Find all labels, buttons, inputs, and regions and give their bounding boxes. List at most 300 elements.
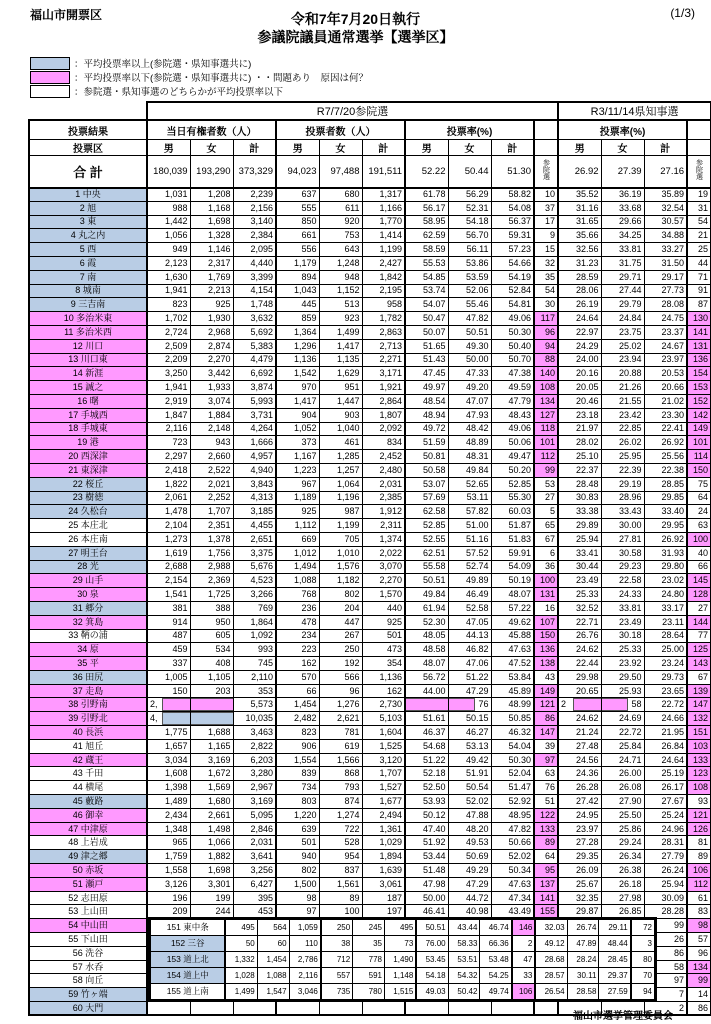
rank-cell: 103 <box>687 739 711 753</box>
value-cell: 50 <box>225 936 257 952</box>
value-cell: 24.33 <box>601 588 644 602</box>
table-row <box>29 726 711 740</box>
value-cell: 2,864 <box>362 394 405 408</box>
value-cell: 2,116 <box>147 422 190 436</box>
value-cell: 47.89 <box>567 936 599 952</box>
value-cell: 31.23 <box>558 256 601 270</box>
value-cell: 23.75 <box>601 325 644 339</box>
value-cell: 48.42 <box>448 422 491 436</box>
value-cell: 28.96 <box>601 491 644 505</box>
value-cell: 47.45 <box>405 367 448 381</box>
rank-cell: 146 <box>512 920 536 936</box>
district-name: 39 引野北 <box>29 712 147 726</box>
value-cell: 1,196 <box>319 491 362 505</box>
district-name: 42 蔵王 <box>29 753 147 767</box>
rank-cell: 150 <box>534 629 558 643</box>
value-cell: 3,046 <box>289 984 321 1000</box>
value-cell: 58.95 <box>405 215 448 229</box>
value-cell: 25.94 <box>558 532 601 546</box>
value-cell: 22.85 <box>601 422 644 436</box>
value-cell: 49.03 <box>416 984 448 1000</box>
table-row <box>29 339 711 353</box>
value-cell <box>448 1002 491 1016</box>
value-cell: 49.59 <box>491 381 534 395</box>
value-cell: 48.31 <box>448 450 491 464</box>
value-cell: 55.53 <box>405 256 448 270</box>
value-cell: 51.43 <box>405 353 448 367</box>
value-cell: 769 <box>233 601 276 615</box>
value-cell: 1,930 <box>190 312 233 326</box>
district-name: 2 旭 <box>29 201 147 215</box>
value-cell: 47.63 <box>491 877 534 891</box>
value-cell: 20.05 <box>558 381 601 395</box>
value-cell: 22.97 <box>558 325 601 339</box>
value-cell: 2,154 <box>147 574 190 588</box>
overlay-block <box>190 712 233 725</box>
rank-cell: 63 <box>534 767 558 781</box>
value-cell: 1,566 <box>319 753 362 767</box>
value-cell: 20.53 <box>644 367 687 381</box>
table-row <box>151 920 655 936</box>
value-cell: 58.82 <box>491 188 534 202</box>
table-row <box>29 325 711 339</box>
value-cell: 100 <box>319 905 362 919</box>
rank-cell: 51 <box>534 795 558 809</box>
rank-cell: 98 <box>687 919 711 933</box>
rank-cell: 27 <box>534 491 558 505</box>
value-cell: 234 <box>276 629 319 643</box>
value-cell: 2,021 <box>190 477 233 491</box>
value-cell: 1,688 <box>190 726 233 740</box>
value-cell: 52.85 <box>491 477 534 491</box>
value-cell: 54.85 <box>405 270 448 284</box>
value-cell: 2,195 <box>362 284 405 298</box>
table-row <box>29 270 711 284</box>
value-cell: 27.42 <box>558 795 601 809</box>
overlay-block <box>190 698 233 711</box>
value-cell: 837 <box>319 864 362 878</box>
value-cell: 58.59 <box>405 243 448 257</box>
district-name: 47 中津原 <box>29 822 147 836</box>
value-cell: 920 <box>319 215 362 229</box>
rank-cell: 100 <box>534 574 558 588</box>
rank-cell: 108 <box>687 781 711 795</box>
district-name: 31 郷分 <box>29 601 147 615</box>
rank-cell: 21 <box>687 229 711 243</box>
value-cell: 35.66 <box>558 229 601 243</box>
value-cell: 1,029 <box>362 836 405 850</box>
value-cell: 47.40 <box>405 822 448 836</box>
value-cell: 3,731 <box>233 408 276 422</box>
value-cell: 1,666 <box>233 436 276 450</box>
value-cell: 25.67 <box>558 877 601 891</box>
value-cell: 51.87 <box>491 519 534 533</box>
rank-cell: 65 <box>534 519 558 533</box>
value-cell: 1,105 <box>190 670 233 684</box>
table-row <box>29 188 711 202</box>
rank-cell: 141 <box>534 891 558 905</box>
value-cell: 781 <box>319 726 362 740</box>
district-name: 44 横尾 <box>29 781 147 795</box>
district-name: 155 道上南 <box>151 984 226 1000</box>
value-cell: 29.23 <box>601 560 644 574</box>
rank-cell: 44 <box>687 256 711 270</box>
value-cell: 495 <box>225 920 257 936</box>
value-cell: 1,088 <box>257 968 289 984</box>
value-cell: 24.56 <box>558 753 601 767</box>
value-cell: 30.09 <box>644 891 687 905</box>
value-cell <box>491 1002 534 1016</box>
value-cell: 49.30 <box>448 339 491 353</box>
value-cell: 501 <box>276 836 319 850</box>
rank-cell: 136 <box>687 353 711 367</box>
value-cell: 23.97 <box>558 822 601 836</box>
value-cell: 32.35 <box>558 891 601 905</box>
rank-cell: 99 <box>534 463 558 477</box>
value-cell: 50.15 <box>448 712 491 726</box>
value-cell: 26.74 <box>567 920 599 936</box>
value-cell: 24.29 <box>558 339 601 353</box>
district-name: 19 港 <box>29 436 147 450</box>
value-cell: 62.59 <box>405 229 448 243</box>
value-cell: 2,156 <box>233 201 276 215</box>
value-cell: 4,957 <box>233 450 276 464</box>
value-cell: 52.84 <box>491 284 534 298</box>
value-cell: 793 <box>319 781 362 795</box>
table-row <box>29 629 711 643</box>
rank-cell: 130 <box>687 312 711 326</box>
rank-cell: 141 <box>687 325 711 339</box>
value-cell: 1,454 <box>257 952 289 968</box>
value-cell: 925 <box>362 615 405 629</box>
rank-cell: 107 <box>534 615 558 629</box>
value-cell: 50.70 <box>491 353 534 367</box>
value-cell <box>405 1002 448 1016</box>
value-cell: 2,209 <box>147 353 190 367</box>
value-cell: 49.89 <box>448 574 491 588</box>
value-cell: 26.28 <box>558 781 601 795</box>
value-cell: 48.07 <box>405 657 448 671</box>
value-cell: 2,482 <box>276 712 319 726</box>
header-male: 男 <box>558 140 601 156</box>
value-cell: 162 <box>362 684 405 698</box>
legend-label: ：参院選・県知事選のどちらかが平均投票率以下 <box>74 87 284 98</box>
value-cell: 52.30 <box>405 615 448 629</box>
value-cell: 3,256 <box>233 864 276 878</box>
value-cell: 196 <box>147 891 190 905</box>
rank-cell: 127 <box>534 408 558 422</box>
value-cell: 5,692 <box>233 325 276 339</box>
value-cell: 1,010 <box>319 546 362 560</box>
header-eligible-voters: 当日有権者数（人） <box>147 120 276 140</box>
value-cell: 1,332 <box>225 952 257 968</box>
value-cell: 49.72 <box>405 422 448 436</box>
rank-cell: 35 <box>534 270 558 284</box>
table-row <box>29 284 711 298</box>
value-cell: 1,619 <box>147 546 190 560</box>
table-row <box>29 201 711 215</box>
rank-cell: 150 <box>687 463 711 477</box>
value-cell: 24.75 <box>644 312 687 326</box>
rank-cell: 70 <box>631 968 655 984</box>
value-cell: 98 <box>276 891 319 905</box>
value-cell: 1,680 <box>190 795 233 809</box>
district-name: 59 竹ヶ端 <box>29 988 147 1002</box>
rank-cell: 106 <box>512 984 536 1000</box>
value-cell: 48.07 <box>491 588 534 602</box>
value-cell: 1,515 <box>384 984 416 1000</box>
value-cell: 803 <box>276 795 319 809</box>
table-row <box>29 698 711 712</box>
value-cell: 56.11 <box>448 243 491 257</box>
value-cell: 54.81 <box>491 298 534 312</box>
value-cell: 29.98 <box>558 670 601 684</box>
rank-cell: 67 <box>687 670 711 684</box>
value-cell: 29.37 <box>599 968 631 984</box>
value-cell: 1,276 <box>319 698 362 712</box>
value-cell: 29.89 <box>558 519 601 533</box>
value-cell: 1,576 <box>319 560 362 574</box>
district-name: 24 久松台 <box>29 505 147 519</box>
value-cell: 23.92 <box>601 657 644 671</box>
value-cell: 1,417 <box>276 394 319 408</box>
rank-cell: 47 <box>512 952 536 968</box>
value-cell: 3,375 <box>233 546 276 560</box>
value-cell: 1,547 <box>257 984 289 1000</box>
value-cell: 4,264 <box>233 422 276 436</box>
value-cell: 28.45 <box>599 952 631 968</box>
value-cell: 987 <box>319 505 362 519</box>
value-cell: 22.39 <box>601 463 644 477</box>
results-table <box>28 101 711 1016</box>
value-cell: 388 <box>190 601 233 615</box>
value-cell: 2,297 <box>147 450 190 464</box>
rank-cell: 121 <box>687 808 711 822</box>
value-cell: 1,756 <box>190 546 233 560</box>
district-name: 53 上山田 <box>29 905 147 919</box>
value-cell: 27.59 <box>599 984 631 1000</box>
value-cell: 47.82 <box>448 312 491 326</box>
value-cell: 22.72 <box>644 698 687 712</box>
value-cell: 49.97 <box>405 381 448 395</box>
value-cell: 50.20 <box>491 463 534 477</box>
value-cell: 1,199 <box>362 243 405 257</box>
value-cell: 53.13 <box>448 739 491 753</box>
value-cell: 1,088 <box>276 574 319 588</box>
value-cell: 556 <box>276 243 319 257</box>
rank-cell: 37 <box>534 201 558 215</box>
table-row <box>29 753 711 767</box>
value-cell: 354 <box>362 657 405 671</box>
value-cell: 52.55 <box>405 532 448 546</box>
table-row <box>29 298 711 312</box>
district-name: 29 山手 <box>29 574 147 588</box>
value-cell: 56.37 <box>491 215 534 229</box>
value-cell: 49.84 <box>448 463 491 477</box>
value-cell: 52.18 <box>405 767 448 781</box>
district-name: 52 志田原 <box>29 891 147 905</box>
value-cell: 802 <box>319 588 362 602</box>
value-cell: 1,056 <box>147 229 190 243</box>
value-cell: 4, <box>147 712 190 726</box>
value-cell: 2,022 <box>362 546 405 560</box>
value-cell: 2,509 <box>147 339 190 353</box>
value-cell: 566 <box>319 670 362 684</box>
value-cell: 51.59 <box>405 436 448 450</box>
value-cell: 1,182 <box>319 574 362 588</box>
value-cell: 23.97 <box>644 353 687 367</box>
value-cell: 6,203 <box>233 753 276 767</box>
value-cell: 53.86 <box>448 256 491 270</box>
district-name: 50 赤坂 <box>29 864 147 878</box>
value-cell: 440 <box>362 601 405 615</box>
table-row <box>29 532 711 546</box>
rank-header-chijisen: 参院選 <box>687 156 711 188</box>
value-cell: 1,630 <box>147 270 190 284</box>
value-cell: 24.64 <box>558 312 601 326</box>
committee-label: 福山市選挙管理委員会 <box>573 1011 673 1022</box>
value-cell: 29.95 <box>644 519 687 533</box>
value-cell: 267 <box>319 629 362 643</box>
value-cell: 3,126 <box>147 877 190 891</box>
value-cell: 50.07 <box>405 325 448 339</box>
district-name: 35 平 <box>29 657 147 671</box>
rank-cell: 80 <box>631 952 655 968</box>
table-row <box>29 712 711 726</box>
rank-cell: 6 <box>534 546 558 560</box>
value-cell: 1,257 <box>319 463 362 477</box>
value-cell: 705 <box>319 532 362 546</box>
value-cell: 25.95 <box>601 450 644 464</box>
value-cell: 31.65 <box>558 215 601 229</box>
value-cell: 47.29 <box>448 877 491 891</box>
value-cell: 54.19 <box>491 270 534 284</box>
value-cell: 1,608 <box>147 767 190 781</box>
value-cell: 46.27 <box>448 726 491 740</box>
value-cell: 24.00 <box>558 353 601 367</box>
rank-cell: 33 <box>512 968 536 984</box>
value-cell: 2,452 <box>362 450 405 464</box>
value-cell: 3,266 <box>233 588 276 602</box>
inset-table-rows-151-155 <box>150 919 655 1000</box>
rank-cell: 100 <box>687 532 711 546</box>
table-row <box>29 601 711 615</box>
value-cell: 47.98 <box>405 877 448 891</box>
value-cell: 637 <box>276 188 319 202</box>
value-cell: 2,713 <box>362 339 405 353</box>
value-cell: 56.29 <box>448 188 491 202</box>
value-cell: 1,136 <box>276 353 319 367</box>
district-name: 49 津之郷 <box>29 850 147 864</box>
value-cell: 2,724 <box>147 325 190 339</box>
rank-cell: 66 <box>687 560 711 574</box>
value-cell: 1,135 <box>319 353 362 367</box>
value-cell: 1,657 <box>147 739 190 753</box>
header-rank-blank <box>534 140 558 156</box>
district-name: 6 霞 <box>29 256 147 270</box>
value-cell: 1,167 <box>276 450 319 464</box>
value-cell: 48.94 <box>405 408 448 422</box>
value-cell: 44.00 <box>405 684 448 698</box>
value-cell: 1,454 <box>276 698 319 712</box>
value-cell: 2,427 <box>362 256 405 270</box>
value-cell: 6,692 <box>233 367 276 381</box>
value-cell: 1,168 <box>190 201 233 215</box>
value-cell: 5,993 <box>233 394 276 408</box>
value-cell: 850 <box>276 215 319 229</box>
value-cell: 874 <box>319 795 362 809</box>
rank-header-sangiin: 参院選 <box>534 156 558 188</box>
value-cell: 4,313 <box>233 491 276 505</box>
header-rank-blank <box>687 120 711 140</box>
rank-cell: 118 <box>534 422 558 436</box>
header-row-2 <box>29 140 711 156</box>
value-cell: 23.37 <box>644 325 687 339</box>
value-cell: 97 <box>644 974 687 988</box>
value-cell: 50.30 <box>491 753 534 767</box>
value-cell: 43.49 <box>491 905 534 919</box>
value-cell: 25.33 <box>601 643 644 657</box>
value-cell: 61.78 <box>405 188 448 202</box>
value-cell: 5,383 <box>233 339 276 353</box>
district-name: 10 多治米東 <box>29 312 147 326</box>
value-cell: 906 <box>276 739 319 753</box>
value-cell: 199 <box>190 891 233 905</box>
rank-cell: 149 <box>534 684 558 698</box>
value-cell: 51.00 <box>448 519 491 533</box>
value-cell: 1,748 <box>233 298 276 312</box>
value-cell: 1,040 <box>319 422 362 436</box>
value-cell <box>233 1002 276 1016</box>
district-name: 45 藪路 <box>29 795 147 809</box>
rank-cell: 123 <box>687 767 711 781</box>
value-cell: 1,199 <box>319 519 362 533</box>
value-cell: 5,095 <box>233 808 276 822</box>
district-name: 60 大門 <box>29 1002 147 1016</box>
value-cell: 32.52 <box>558 601 601 615</box>
table-row <box>29 781 711 795</box>
rank-cell: 125 <box>687 643 711 657</box>
district-name: 43 千田 <box>29 767 147 781</box>
value-cell: 894 <box>276 270 319 284</box>
value-cell: 46.82 <box>448 643 491 657</box>
value-cell: 58.33 <box>448 936 480 952</box>
district-name: 7 南 <box>29 270 147 284</box>
value-cell: 948 <box>319 270 362 284</box>
value-cell: 555 <box>276 201 319 215</box>
value-cell: 834 <box>362 436 405 450</box>
value-cell: 534 <box>190 643 233 657</box>
value-cell: 54.07 <box>405 298 448 312</box>
district-name: 28 光 <box>29 560 147 574</box>
value-cell: 51.16 <box>448 532 491 546</box>
value-cell: 47.34 <box>491 891 534 905</box>
rank-cell: 91 <box>687 284 711 298</box>
value-cell: 49.12 <box>535 936 567 952</box>
value-cell <box>319 1002 362 1016</box>
value-cell: 768 <box>276 588 319 602</box>
total-value: 191,511 <box>362 156 405 188</box>
value-cell: 3,120 <box>362 753 405 767</box>
table-row <box>151 952 655 968</box>
value-cell: 904 <box>276 408 319 422</box>
value-cell: 54.32 <box>448 968 480 984</box>
value-cell: 50.51 <box>448 325 491 339</box>
value-cell: 1,165 <box>190 739 233 753</box>
total-value: 94,023 <box>276 156 319 188</box>
header-male: 男 <box>147 140 190 156</box>
district-name: 25 本庄北 <box>29 519 147 533</box>
